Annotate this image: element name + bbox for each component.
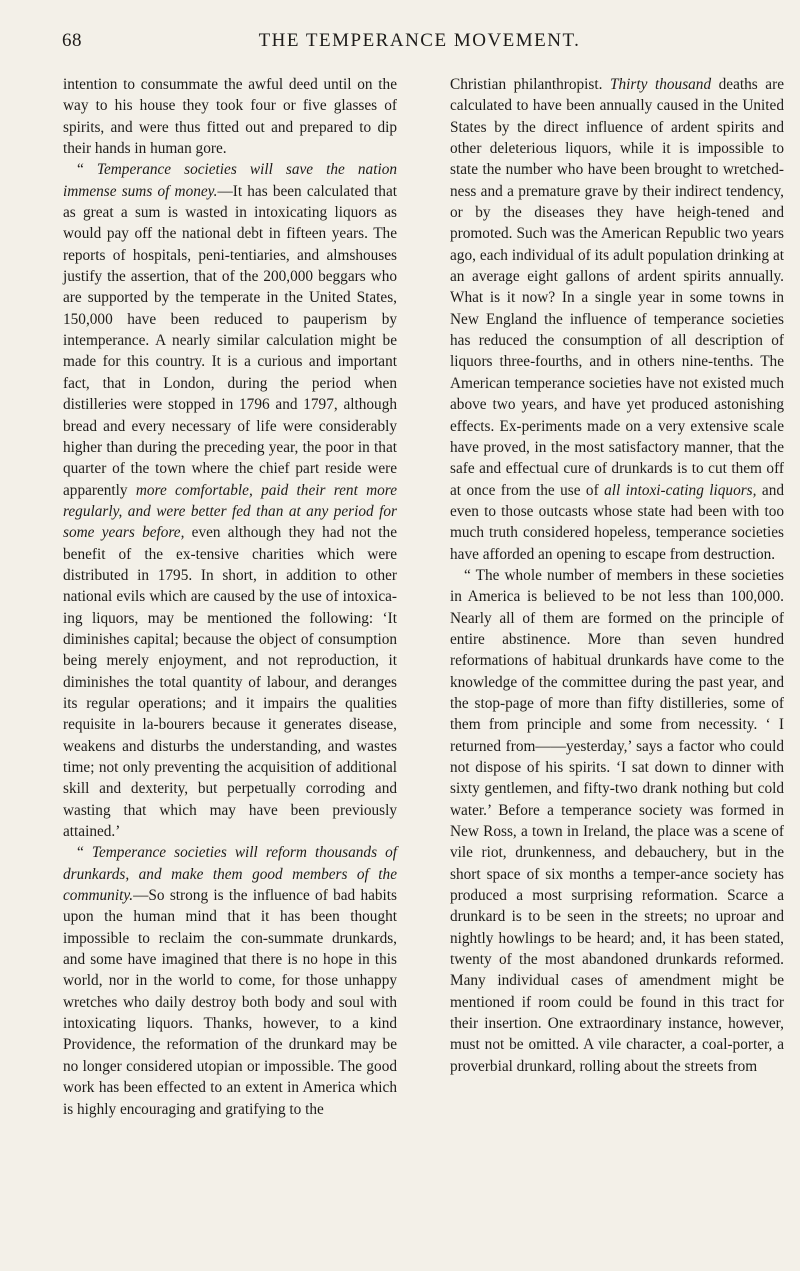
text-run: —It has been calculated that as great a sum is wasted in intoxicating liquors as would pay off the national debt in fifteen years. The reports of hospitals, peni-tentiaries, and almshouses justify the assertion, that of the 200,000 beggars who are supported by the temperate in the United States, 150,000 have been reduced to pauperism by intemperance. A nearly similar calculation might be made for this country. It is a curious and important fact, that in London, during the period when distilleries were stopped in 1796 and 1797, although bread and every necessary of life were considerably higher than during the preceding year, the poor in that quarter of the town where the chief part reside were apparently bbox=[63, 182, 397, 499]
paragraph bbox=[63, 159, 397, 842]
paragraph bbox=[450, 565, 784, 1077]
text-run: and even to those outcasts whose state had been with too much truth considered hopeless, temperance societies have afforded an opening to escape from destruction. bbox=[450, 481, 784, 563]
text-run: “ bbox=[77, 161, 97, 179]
text-run: “ bbox=[77, 844, 92, 862]
text-run: “ The whole number of members in these societies in America is believed to be not less than 100,000. Nearly all of them are formed on the principle of entire abstinence. More than seven hundred reformations of habitual drunkards have come to the knowledge of the committee during the past year, and the stop-page of more than fifty distilleries, some of them from principle and some from necessity. ‘ I returned from——yesterday,’ says a factor who could not dispose of his spirits. ‘I sat down to dinner with sixty gentlemen, and fifty-two drank nothing but cold water.’ Before a temperance society was formed in New Ross, a town in Ireland, the place was a scene of vile riot, drunkenness, and debauchery, but in the short space of six months a temper-ance society has produced a most surprising reformation. Scarce a drunkard is to be seen in the streets; no uproar and nightly howlings to be heard; and, it has been stated, twenty of the most abandoned drunkards reformed. Many individual cases of amendment might be mentioned if room could be found in this tract for their insertion. One extraordinary instance, however, must not be omitted. A vile character, a coal-porter, a proverbial drunkard, rolling about the streets from bbox=[450, 566, 784, 1075]
running-head: THE TEMPERANCE MOVEMENT. bbox=[258, 30, 581, 51]
text-run: —So strong is the influence of bad habits upon the human mind that it has been thought impossible to reclaim the con-summate drunkards, and some have imagined that there is no hope in this world, nor in the world to come, for those unhappy wretches who daily destroy both body and soul with intoxicating liquors. Thanks, however, to a kind Providence, the reformation of the drunkard may be no longer considered utopian or impossible. The good work has been effected to an extent in America which is highly encouraging and gratifying to the bbox=[63, 887, 397, 1118]
italic-text: all intoxi-cating liquors, bbox=[604, 481, 757, 499]
right-text-column bbox=[450, 74, 784, 1077]
italic-text: Thirty thousand bbox=[610, 76, 712, 93]
text-run: deaths are calculated to have been annually caused in the United States by the direct influence of ardent spirits and other deleterious liquors, while it is impossible to state the number who have been brought to wretched-ness and a premature grave by their indirect tendency, or by the diseases they have heigh-tened and promoted. Such was the American Republic two years ago, each individual of its adult population drinking at an average eight gallons of ardent spirits annually. What is it now? In a single year in some towns in New England the influence of temperance societies has reduced the consumption of all description of liquors three-fourths, and in others nine-tenths. The American temperance societies have not existed much above two years, and have yet produced astonishing effects. Ex-periments made on a very extensive scale have proved, in the most satisfactory manner, that the safe and effectual cure of drunkards is to cut them off at once from the use of bbox=[450, 76, 784, 499]
page-number: 68 bbox=[62, 30, 82, 51]
paragraph bbox=[63, 842, 397, 1119]
page-header bbox=[62, 30, 777, 60]
paragraph bbox=[450, 74, 784, 565]
paragraph bbox=[63, 74, 397, 159]
italic-text: Temperance societies will save the nation immense sums of money. bbox=[63, 161, 397, 200]
italic-text: more comfortable, paid their rent more regularly, and were better fed than at any period for some years before, bbox=[63, 481, 397, 542]
text-run: even although they had not the benefit of the ex-tensive charities which were distributed in 1795. In short, in addition to other national evils which are caused by the use of intoxica-ing liquors, may be mentioned the following: ‘It diminishes capital; because the object of consumption being merely enjoyment, and not reproduction, it diminishes the total quantity of labour, and deranges its regular operations; and it impairs the qualities requisite in la-bourers because it generates disease, weakens and disturbs the understanding, and wastes time; not only preventing the acquisition of additional skill and dexterity, but perpetually corroding and wasting that which may have been previously attained.’ bbox=[63, 524, 397, 841]
left-text-column bbox=[63, 74, 397, 1120]
text-run: intention to consummate the awful deed until on the way to his house they took four or five glasses of spirits, and were thus fitted out and prepared to dip their hands in human gore. bbox=[63, 76, 397, 158]
italic-text: Temperance societies will reform thousands of drunkards, and make them good members of the community. bbox=[63, 844, 397, 905]
text-run: Christian philanthropist. bbox=[450, 76, 611, 93]
